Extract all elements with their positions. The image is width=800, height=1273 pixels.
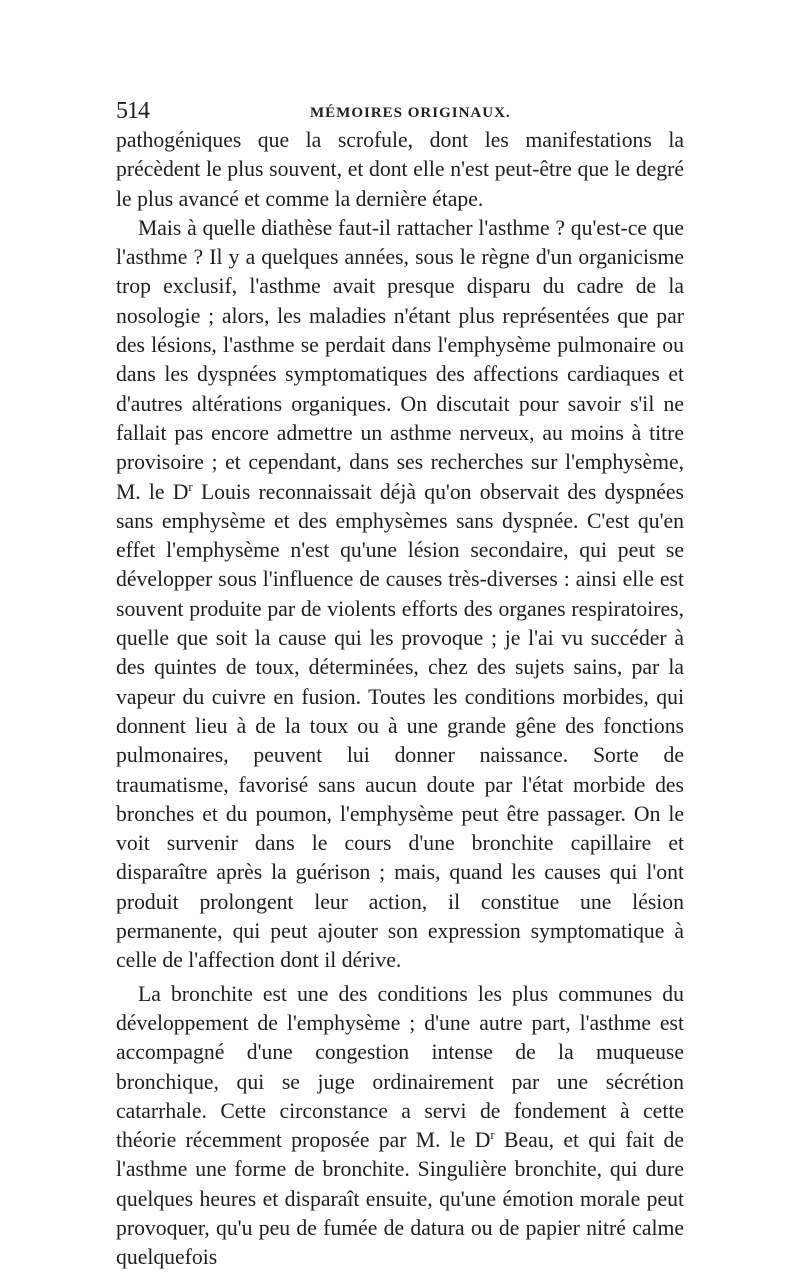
- body-text: [116, 126, 684, 1273]
- running-head: MÉMOIRES ORIGINAUX.: [310, 105, 511, 121]
- paragraph-2-text-a: Mais à quelle diathèse faut-il rattacher l'asthme ? qu'est-ce que l'asthme ? Il y a quelques années, sous le règne d'un organicisme trop exclusif, l'asthme avait presque disparu du cadre de la nosologie ; alors, les maladies n'étant plus représentées que par des lésions, l'asthme se perdait dans l'emphysème pulmonaire ou dans les dyspnées symptomatiques des affections cardiaques et d'autres altérations organiques. On discutait pour savoir s'il ne fallait pas encore admettre un asthme nerveux, au moins à titre provisoire ; et cependant, dans ses recherches sur l'emphysème, M. le D: [116, 215, 684, 504]
- paragraph-1-text: pathogéniques que la scrofule, dont les manifestations la précèdent le plus souvent, et dont elle n'est peut-être que le degré le plus avancé et comme la dernière étape.: [116, 128, 684, 211]
- paragraph-1: [116, 126, 684, 214]
- paragraph-3-superscript: r: [490, 1126, 495, 1142]
- paragraph-3-text-a: La bronchite est une des conditions les plus communes du développement de l'emphysème ; d'une autre part, l'asthme est accompagné d'une congestion intense de la muqueuse bronchique, qui se juge ordinairement par une sécrétion catarrhale. Cette circonstance a servi de fondement à cette théorie récemment proposée par M. le D: [116, 981, 684, 1153]
- book-page: [116, 98, 684, 1273]
- paragraph-2: [116, 214, 684, 976]
- page-number: 514: [116, 98, 149, 124]
- paragraph-3: [116, 980, 684, 1273]
- paragraph-2-superscript: r: [188, 478, 193, 494]
- page-header: [116, 98, 684, 124]
- paragraph-2-text-b: Louis reconnaissait déjà qu'on observait des dyspnées sans emphysème et des emphysèmes sans dyspnée. C'est qu'en effet l'emphysème n'est qu'une lésion secondaire, qui peut se développer sous l'influence de causes très-diverses : ainsi elle est souvent produite par de violents efforts des organes respiratoires, quelle que soit la cause qui les provoque ; je l'ai vu succéder à des quintes de toux, déterminées, chez des sujets sains, par la vapeur du cuivre en fusion. Toutes les conditions morbides, qui donnent lieu à de la toux ou à une grande gêne des fonctions pulmonaires, peuvent lui donner naissance. Sorte de traumatisme, favorisé sans aucun doute par l'état morbide des bronches et du poumon, l'emphysème peut être passager. On le voit survenir dans le cours d'une bronchite capillaire et disparaître après la guérison ; mais, quand les causes qui l'ont produit prolongent leur action, il constitue une lésion permanente, qui peut ajouter son expression symptomatique à celle de l'affection dont il dérive.: [116, 479, 684, 973]
- paragraph-3-text-b: Beau, et qui fait de l'asthme une forme de bronchite. Singulière bronchite, qui dure quelques heures et disparaît ensuite, qu'une émotion morale peut provoquer, qu'u peu de fumée de datura ou de papier nitré calme quelquefois: [116, 1128, 685, 1270]
